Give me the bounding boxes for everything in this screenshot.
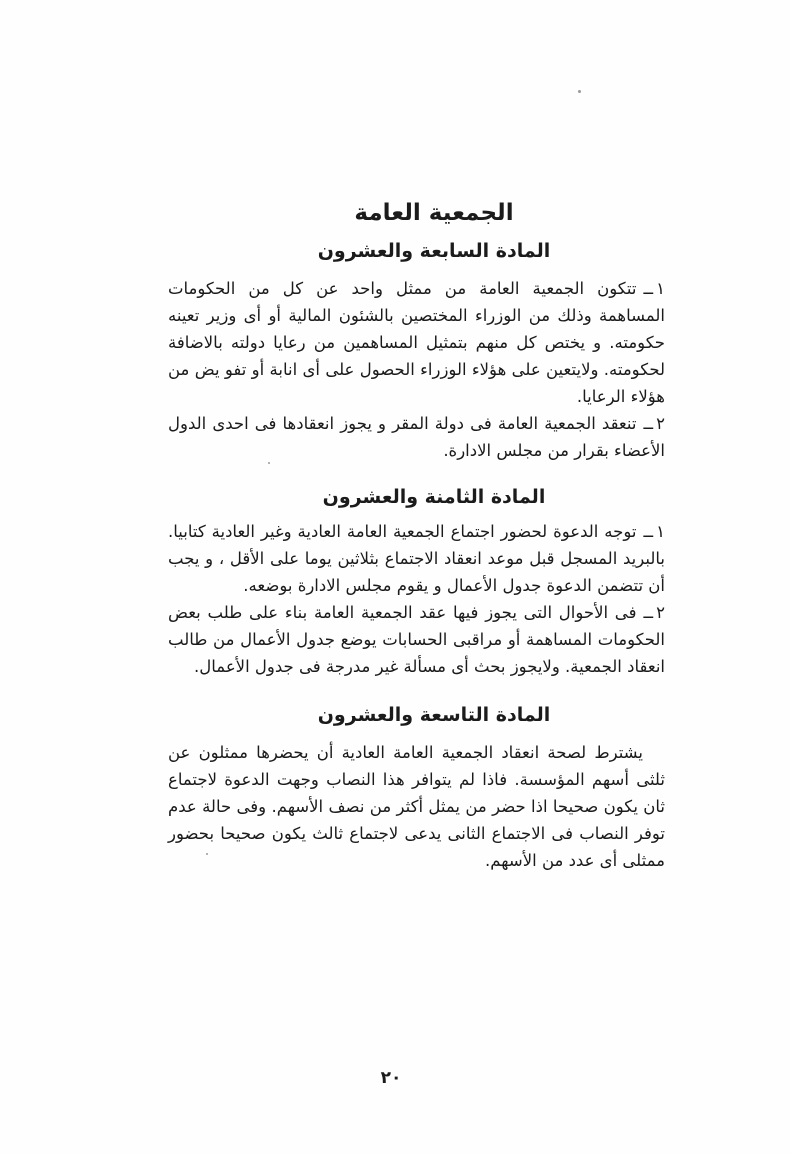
item-dash: ــ [643,414,654,433]
scan-speck [578,90,581,93]
page-number: ٢٠ [380,1068,402,1088]
item-text: توجه الدعوة لحضور اجتماع الجمعية العامة العادية وغير العادية كتابيا. بالبريد المسجل قبل موعد انعقاد الاجتماع بثلاثين يوما على الأقل ، و يجب أن تتضمن الدعوة جدول الأعمال و يقوم مجلس الادارة بوضعه. [168,522,665,595]
article-28-heading: المادة الثامنة والعشرون [322,486,546,508]
article-27-heading: المادة السابعة والعشرون [317,240,551,262]
list-item [168,410,665,464]
item-text: تتكون الجمعية العامة من ممثل واحد عن كل من الحكومات المساهمة وذلك من الوزراء المختصين بالشئون المالية أو أى وزير تعينه حكومته. و يختص كل منهم بتمثيل المساهمين من رعايا دولته بالاضافة لحكومته. ولايتعين على هؤلاء الوزراء الحصول على أى انابة أو تفو يض من هؤلاء الرعايا. [168,279,665,406]
list-item [168,599,665,680]
item-number: ١ [656,279,665,298]
article-27-items [168,275,665,464]
item-text: تنعقد الجمعية العامة فى دولة المقر و يجوز انعقادها فى احدى الدول الأعضاء بقرار من مجلس الادارة. [168,414,665,460]
item-number: ٢ [656,603,665,622]
scan-speck [206,853,208,855]
article-29-heading: المادة التاسعة والعشرون [317,704,551,726]
scan-speck [268,462,270,464]
item-number: ١ [656,522,665,541]
list-item [168,518,665,599]
item-dash: ــ [643,279,654,298]
article-29-body: يشترط لصحة انعقاد الجمعية العامة العادية أن يحضرها ممثلون عن ثلثى أسهم المؤسسة. فاذا لم يتوافر هذا النصاب وجهت الدعوة لاجتماع ثان يكون صحيحا اذا حضر من يمثل أكثر من نصف الأسهم. وفى حالة عدم توفر النصاب فى الاجتماع الثانى يدعى لاجتماع ثالث يكون صحيحا بحضور ممثلى أى عدد من الأسهم. [168,743,665,870]
list-item [168,275,665,410]
document-title: الجمعية العامة [354,200,514,226]
article-28-items [168,518,665,680]
item-text: فى الأحوال التى يجوز فيها عقد الجمعية العامة بناء على طلب بعض الحكومات المساهمة أو مراقبى الحسابات يوضع جدول الأعمال من طالب انعقاد الجمعية. ولايجوز بحث أى مسألة غير مدرجة فى جدول الأعمال. [168,603,665,676]
item-number: ٢ [656,414,665,433]
text-column [0,200,790,874]
item-dash: ــ [643,522,654,541]
item-dash: ــ [643,603,654,622]
